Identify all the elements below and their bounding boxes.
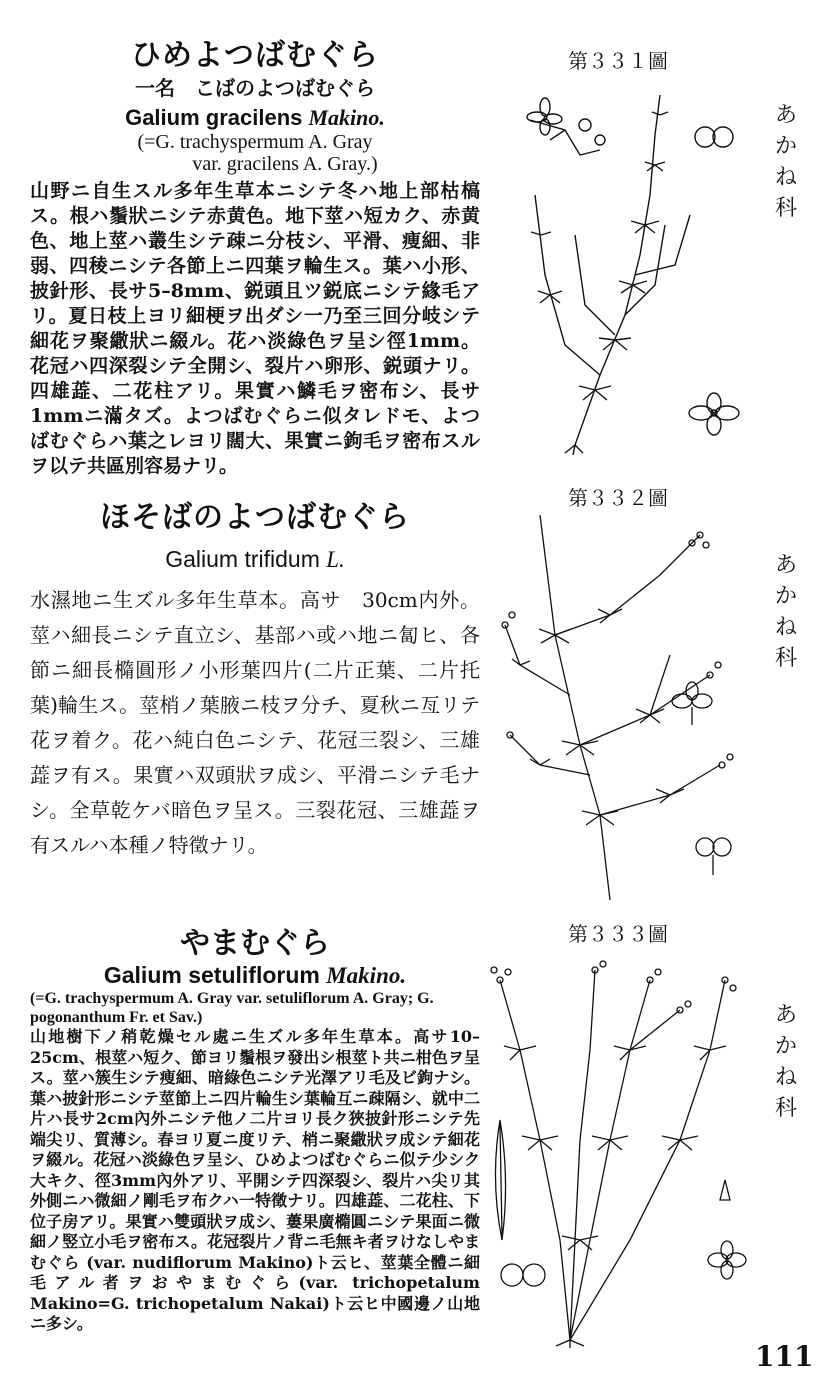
synonym-line-2: var. gracilens A. Gray.) bbox=[192, 153, 378, 175]
family-char: ね bbox=[774, 615, 797, 640]
entry-333 bbox=[30, 918, 480, 1335]
species-title: ほそばのよつばむぐら bbox=[100, 500, 410, 535]
species-title: ひめよつばむぐら bbox=[131, 38, 379, 73]
description: 水濕地ニ生ズル多年生草本。高サ 30cm内外。莖ハ細長ニシテ直立シ、基部ハ或ハ地ニ匐ヒ、各節ニ細長橢圓形ノ小形葉四片(二片正葉、二片托葉)輪生ス。莖梢ノ葉腋ニ枝ヲ分チ、夏秋ニ亙リテ花ヲ着ク。花ハ純白色ニシテ、花冠三裂シ、三雄蕋ヲ有ス。果實ハ双頭狀ヲ成シ、平滑ニシテ毛ナシ。全草乾ケバ暗色ヲ呈ス。三裂花冠、三雄蕋ヲ有スルハ本種ノ特徵ナリ。 bbox=[30, 588, 480, 857]
plant-illustration-333 bbox=[480, 940, 755, 1350]
family-label-331 bbox=[770, 100, 802, 224]
species-title: やまむぐら bbox=[180, 926, 330, 961]
family-label-333 bbox=[770, 1000, 802, 1124]
sci-author: L. bbox=[326, 547, 345, 572]
family-char: あ bbox=[774, 1003, 797, 1028]
entry-332 bbox=[30, 492, 480, 863]
family-char: 科 bbox=[774, 196, 797, 221]
family-char: あ bbox=[774, 553, 797, 578]
family-char: か bbox=[774, 134, 797, 159]
scientific-name bbox=[30, 105, 480, 131]
family-char: か bbox=[774, 1034, 797, 1059]
sci-author: Makino. bbox=[326, 963, 407, 988]
page-number: 111 bbox=[755, 1340, 814, 1373]
figure-label-332: 第３３２圖 bbox=[568, 486, 668, 510]
figure-label-331: 第３３１圖 bbox=[568, 49, 668, 73]
synonym-line-1: (=G. trachyspermum A. Gray bbox=[137, 131, 373, 153]
family-char: あ bbox=[774, 103, 797, 128]
family-char: ね bbox=[774, 1065, 797, 1090]
family-char: か bbox=[774, 584, 797, 609]
sci-name-text: Galium setuliflorum bbox=[103, 962, 320, 988]
family-char: 科 bbox=[774, 646, 797, 671]
description: 山地樹下ノ稍乾燥セル處ニ生ズル多年生草本。高サ10–25cm、根莖ハ短ク、節ヨリ鬚根ヲ發出シ根莖ト共ニ柑色ヲ呈ス。莖ハ簇生シテ痩細、暗綠色ニシテ光澤アリ毛及ビ鉤ナシ。葉ハ披針形ニシテ莖節上ニ四片輪生シ葉輪互ニ疎隔シ、就中二片ハ長サ2cm內外ニシテ他ノ二片ヨリ長ク狹披針形ニシテ先端尖リ、質薄シ。春ヨリ夏ニ度リテ、梢ニ聚繖狀ヲ成シテ細花ヲ綴ル。花冠ハ淡綠色ヲ呈シ、ひめよつばむぐらニ似テ少シク大キク、徑3mm內外アリ、平開シテ四深裂シ、裂片ハ尖リ其外側ニハ微細ノ剛毛ヲ布クハ一特徵ナリ。四雄蕋、二花柱、下位子房アリ。果實ハ雙頭狀ヲ成シ、蔞果廣橢圓ニシテ果面ニ微細ノ竪立小毛ヲ密布ス。花冠裂片ノ背ニ毛無キ者ヲけなしやまむぐら (var. nudiflorum Makino)ト云ヒ、莖葉全體ニ細毛アル者ヲおやまむぐら(var. trichopetalum Makino=G. trichopetalum Nakai)ト云ヒ中國邊ノ山地ニ多シ。 bbox=[30, 1027, 480, 1333]
scientific-name bbox=[30, 962, 480, 989]
family-char: 科 bbox=[774, 1096, 797, 1121]
sci-author: Makino. bbox=[308, 105, 385, 130]
plant-illustration-331 bbox=[505, 75, 765, 455]
synonym: (=G. trachyspermum A. Gray var. setuliflorum A. Gray; G. pogonanthum Fr. et Sav.) bbox=[30, 990, 434, 1026]
plant-illustration-332 bbox=[500, 515, 770, 900]
family-char: ね bbox=[774, 165, 797, 190]
alternate-name: 一名 こばのよつばむぐら bbox=[135, 76, 375, 100]
scientific-name bbox=[30, 546, 480, 573]
family-label-332 bbox=[770, 550, 802, 674]
figure-label-333: 第３３３圖 bbox=[568, 922, 668, 946]
sci-name-text: Galium gracilens bbox=[125, 105, 303, 130]
description: 山野ニ自生スル多年生草本ニシテ冬ハ地上部枯槁ス。根ハ鬚狀ニシテ赤黄色。地下莖ハ短カク、赤黄色、地上莖ハ叢生シテ疎ニ分枝シ、平滑、痩細、非弱、四稜ニシテ各節上ニ四葉ヲ輪生ス。葉ハ小形、披針形、長サ5–8mm、鋭頭且ツ鋭底ニシテ緣毛アリ。夏日枝上ヨリ細梗ヲ出ダシ一乃至三回分岐シテ細花ヲ聚繖狀ニ綴ル。花ハ淡綠色ヲ呈シ徑1mm。花冠ハ四深裂シテ全開シ、裂片ハ卵形、鋭頭ナリ。四雄蕋、二花柱アリ。果實ハ鱗毛ヲ密布シ、長サ1mmニ滿タズ。よつばむぐらニ似タレドモ、よつばむぐらハ葉之レヨリ闊大、果實ニ鉤毛ヲ密布スルヲ以テ共區別容易ナリ。 bbox=[30, 180, 480, 477]
sci-name-text: Galium trifidum bbox=[165, 546, 320, 572]
entry-331 bbox=[30, 30, 480, 479]
